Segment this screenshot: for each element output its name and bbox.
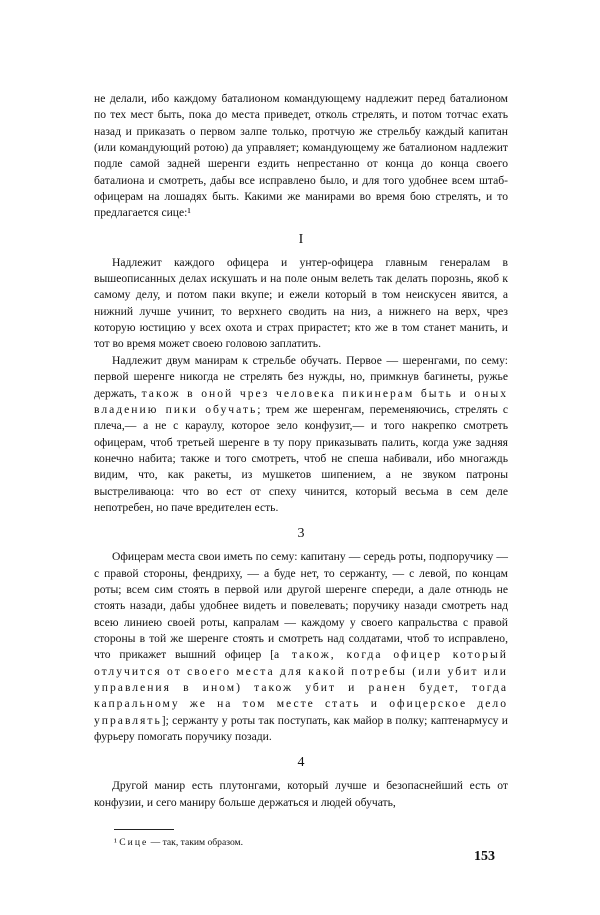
spaced-emphasis-text: а також, когда офицер который отлучится от своего места для какой потребы (или убит или управления в ином) також убит и ранен будет, тогда капральному же на том месте стать и офицерское дело управлять	[94, 648, 508, 727]
page-number: 153	[474, 849, 495, 864]
paragraph-text: Надлежит двум манирам к стрельбе обучать. Первое — шеренгами, по сему: первой шеренге никогда не стрелять без нужды, но, примкнув багинеты, ружье держать,	[94, 353, 508, 400]
paragraph-text: ; трем же шеренгам, переменяючись, стрелять с плеча,— а не с караулу, которое зело конфузит,— и того накрепко смотреть офицерам, чтоб третьей шеренге в ту пору приказывать палить, когда уже задняя конечно набита; также и того смотреть, чтоб не спеша набивали, ибо многаждь видим, что, как ракеты, из мушкетов шипением, а не звуком патроны выстреливаюца: что во ест от спеху чинится, который весьма в сем деле непотребен, но паче вредителен есть.	[94, 402, 508, 514]
section-4-paragraph-1: Другой манир есть плутонгами, который лучше и безопаснейший есть от конфузии, и сего маниру больше держаться и людей обучать,	[94, 779, 508, 809]
footnote-term: Сице	[119, 837, 149, 849]
section-1-paragraph-1: Надлежит каждого офицера и унтер-офицера главным генералам в вышеописанных делах искушать и на поле оным велеть так делать порознь, якоб к самому делу, и потом паки вкупе; и ежели который в том неискусен явится, а нижний лучше учинит, то верхнего сводить на низ, а нижнего на верх, чрез которую юстицию у всех охота и страх прирастет; кто же в том станет манить, и тот во время может своею головою заплатить.	[94, 255, 508, 351]
section-1-paragraph-2	[94, 353, 508, 516]
footnote-text: — так, таким образом.	[150, 837, 244, 849]
paragraph-text: ]; сержанту у роты так поступать, как майор в полку; каптенармусу и фурьеру помогать поручику позади.	[94, 713, 508, 744]
section-heading-1: I	[298, 231, 304, 247]
spaced-emphasis-text: також в оной чрез человека пикинерам быть и оных владению пики обучать	[94, 386, 508, 416]
footnote-marker: ¹	[114, 837, 120, 849]
paragraph-text: Офицерам места свои иметь по сему: капитану — середь роты, подпоручику — с правой стороны, фендриху, — а буде нет, то сержанту, — с левой, по концам роты; всем сим стоять в первой или другой шеренге спереди, а дале отнюдь не стоять назади, дабы удобнее видеть и повелевать; поручику назади смотреть над всею линиею своей роты, капралам — каждому у своего капральства с правой стороны в той же шеренге стоять и смотреть над солдатами, чтоб то исправлено, что прикажет вышний офицер [	[94, 550, 508, 662]
section-heading-3: 3	[297, 526, 305, 542]
document-page	[94, 91, 508, 849]
section-3-paragraph-1	[94, 549, 508, 745]
footnote	[94, 836, 508, 849]
footnote-divider	[114, 829, 174, 830]
section-heading-4: 4	[297, 755, 305, 771]
opening-paragraph: не делали, ибо каждому баталионом командующему надлежит перед баталионом по тех мест быть, пока до места приведет, отколь стрелять, и потом тотчас ехать назад и приказать о первом залпе только, протчую же стрельбу каждый капитан (или командующий ротою) да управляет; командующему же баталионом надлежит подле самой задней шеренги ездить непрестанно от конца до конца своего баталиона и смотреть, дабы все исправлено было, и для того удобнее всем штаб-офицерам на лошадях быть. Какими же манирами во время бою стрелять, и то предлагается сице:¹	[94, 92, 508, 220]
